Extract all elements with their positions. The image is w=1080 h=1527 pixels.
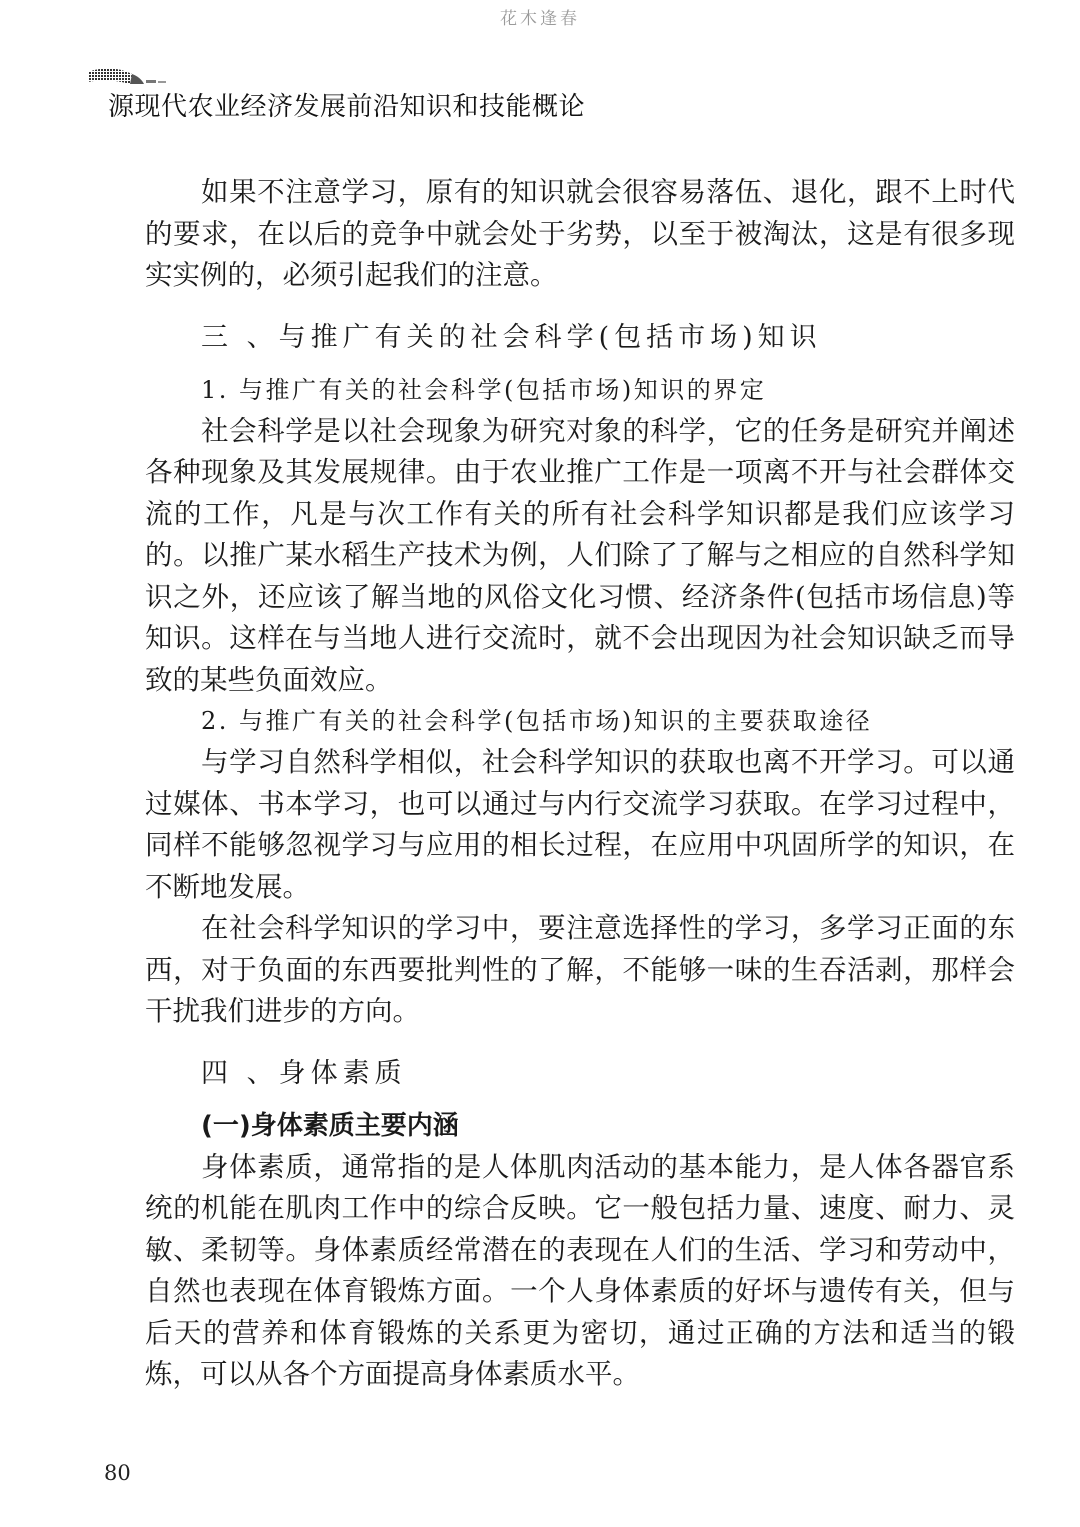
subsection-3-heading: (一)身体素质主要内涵 <box>201 1110 459 1141</box>
page-number: 80 <box>104 1461 131 1485</box>
section-4-heading: 四 、身体素质 <box>201 1057 407 1089</box>
paragraph-3: 与学习自然科学相似，社会科学知识的获取也离不开学习。可以通过媒体、书本学习，也可以通过与内行交流学习获取。在学习过程中，同样不能够忽视学习与应用的相长过程，在应用中巩固所学的知识，在不断地发展。 <box>145 746 1015 903</box>
running-header-book-title: 源现代农业经济发展前沿知识和技能概论 <box>108 92 586 122</box>
paragraph-1: 如果不注意学习，原有的知识就会很容易落伍、退化，跟不上时代的要求，在以后的竞争中就会处于劣势，以至于被淘汰，这是有很多现实实例的，必须引起我们的注意。 <box>145 176 1015 291</box>
page-body <box>145 172 1015 1396</box>
watermark: 花木逢春 <box>500 9 580 29</box>
section-3-heading: 三 、与推广有关的社会科学(包括市场)知识 <box>201 321 822 353</box>
paragraph-2: 社会科学是以社会现象为研究对象的科学，它的任务是研究并阐述各种现象及其发展规律。由于农业推广工作是一项离不开与社会群体交流的工作，凡是与次工作有关的所有社会科学知识都是我们应该学习的。以推广某水稻生产技术为例，人们除了了解与之相应的自然科学知识之外，还应该了解当地的风俗文化习惯、经济条件(包括市场信息)等知识。这样在与当地人进行交流时，就不会出现因为社会知识缺乏而导致的某些负面效应。 <box>145 414 1015 696</box>
publisher-logo-icon <box>86 66 170 88</box>
subsection-2-heading: 2. 与推广有关的社会科学(包括市场)知识的主要获取途径 <box>201 707 873 735</box>
paragraph-5: 身体素质，通常指的是人体肌肉活动的基本能力，是人体各器官系统的机能在肌肉工作中的综合反映。它一般包括力量、速度、耐力、灵敏、柔韧等。身体素质经常潜在的表现在人们的生活、学习和劳动中，自然也表现在体育锻炼方面。一个人身体素质的好坏与遗传有关，但与后天的营养和体育锻炼的关系更为密切，通过正确的方法和适当的锻炼，可以从各个方面提高身体素质水平。 <box>145 1150 1015 1390</box>
paragraph-4: 在社会科学知识的学习中，要注意选择性的学习，多学习正面的东西，对于负面的东西要批判性的了解，不能够一味的生吞活剥，那样会干扰我们进步的方向。 <box>145 912 1015 1027</box>
subsection-1-heading: 1. 与推广有关的社会科学(包括市场)知识的界定 <box>201 375 767 404</box>
